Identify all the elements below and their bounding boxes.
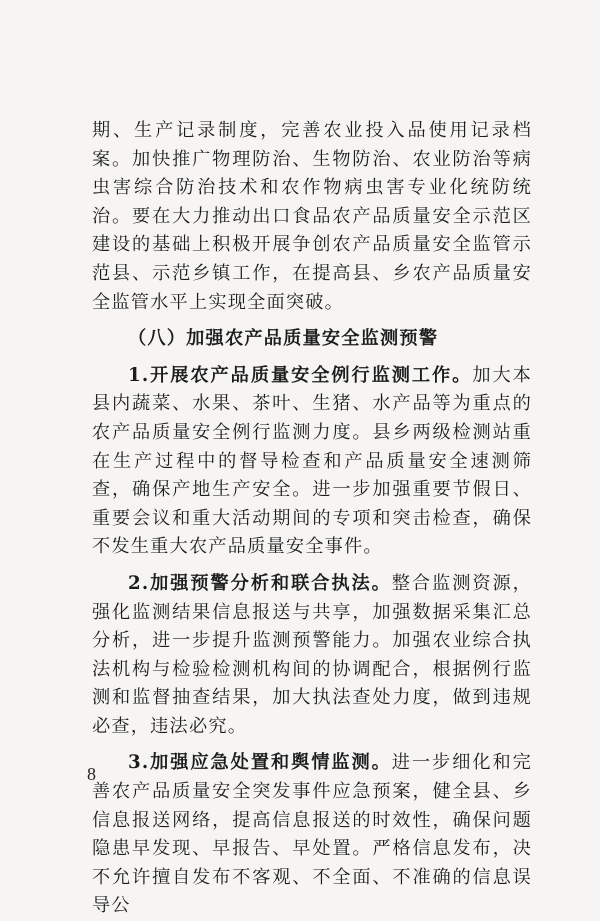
paragraph-item-2 [92,570,532,742]
item-title: 1.开展农产品质量安全例行监测工作。 [128,364,473,386]
item-body: 加大本县内蔬菜、水果、茶叶、生猪、水产品等为重点的农产品质量安全例行监测力度。县乡两级检测站重在生产过程中的督导检查和产品质量安全速测筛查，确保产地生产安全。进一步加强重要节假日、重要会议和重大活动期间的专项和突击检查，确保不发生重大农产品质量安全事件。 [92,364,532,558]
item-title: 2.加强预警分析和联合执法。 [128,572,392,594]
body-text [92,117,532,921]
page-number: 8 [87,764,96,784]
item-body: 进一步细化和完善农产品质量安全突发事件应急预案，健全县、乡信息报送网络，提高信息报送的时效性，确保问题隐患早发现、早报告、早处置。严格信息发布，决不允许擅自发布不客观、不全面、不准确的信息误导公 [92,752,532,917]
paragraph-text: 期、生产记录制度，完善农业投入品使用记录档案。加快推广物理防治、生物防治、农业防治等病虫害综合防治技术和农作物病虫害专业化统防统治。要在大力推动出口食品农产品质量安全示范区建设的基础上积极开展争创农产品质量安全监管示范县、示范乡镇工作，在提高县、乡农产品质量安全监管水平上实现全面突破。 [92,120,532,313]
item-title: 3.加强应急处置和舆情监测。 [128,752,392,774]
paragraph-item-1 [92,362,532,562]
item-body: 整合监测资源，强化监测结果信息报送与共享，加强数据采集汇总分析，进一步提升监测预警能力。加强农业综合执法机构与检验检测机构间的协调配合，根据例行监测和监督抽查结果，加大执法查处力度，做到违规必查，违法必究。 [92,572,532,737]
paragraph-continued [92,117,532,317]
paragraph-item-3 [92,749,532,921]
section-heading: （八）加强农产品质量安全监测预警 [128,328,439,350]
